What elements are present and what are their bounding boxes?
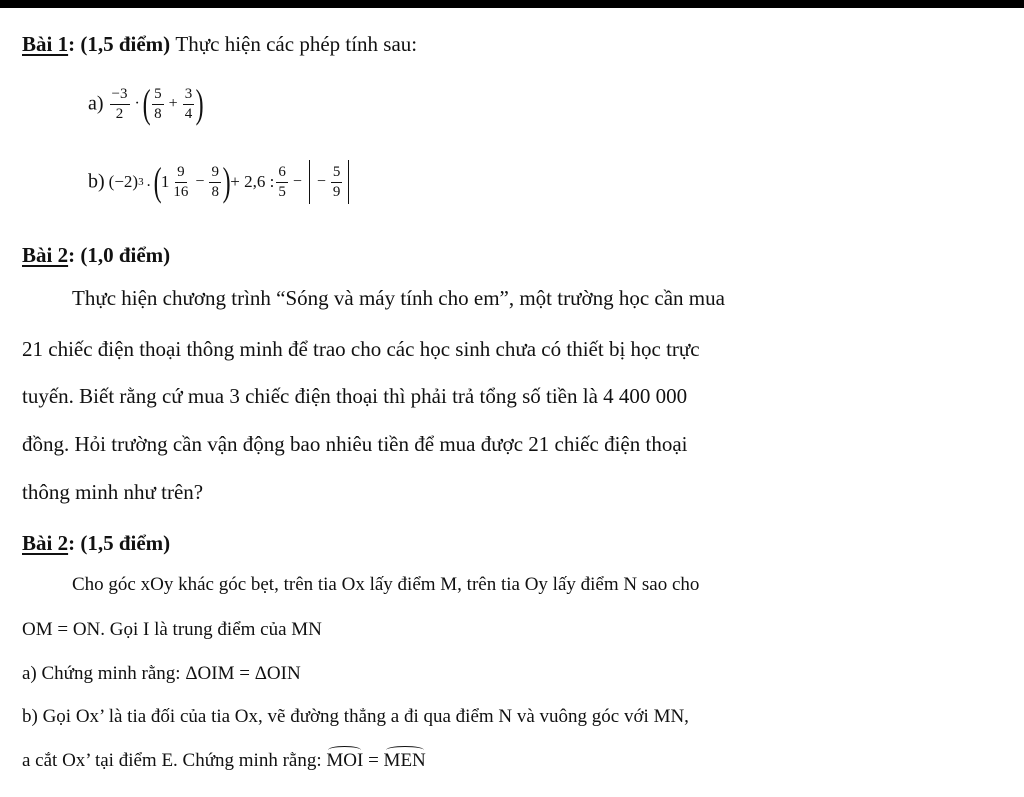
term-text: + 2,6 : (230, 172, 275, 191)
bai2-heading: Bài 2: (1,0 điểm) (22, 243, 171, 267)
angle-moi: MOI (326, 750, 364, 771)
bai3-line-4: b) Gọi Ox’ là tia đối của tia Ox, vẽ đường thẳng a đi qua điểm N và vuông góc với MN, (22, 706, 689, 727)
bai2-line-1: Thực hiện chương trình “Sóng và máy tính cho em”, một trường học cần mua (72, 286, 725, 310)
fraction: $\frac{9}{16}$ (173, 163, 189, 200)
bai2-line-2: 21 chiếc điện thoại thông minh để trao cho các học sinh chưa có thiết bị học trực (22, 337, 700, 361)
bai3-line-2: OM = ON. Gọi I là trung điểm của MN (22, 619, 322, 640)
equals-sign: = (368, 750, 379, 771)
top-border (0, 0, 1024, 8)
fraction: $\frac{-3}{2}$ (111, 85, 128, 122)
bai2-title: Bài 2 (22, 243, 69, 267)
angle-men: MEN (383, 750, 426, 771)
bai3-heading: Bài 2: (1,5 điểm) (22, 531, 171, 555)
bai3-points: (1,5 điểm) (80, 531, 171, 555)
bai1-points: (1,5 điểm) (80, 32, 171, 56)
bai1-title: Bài 1 (22, 32, 69, 56)
bai3-line-1: Cho góc xOy khác góc bẹt, trên tia Ox lấy điểm M, trên tia Oy lấy điểm N sao cho (72, 574, 700, 595)
power-base: (−2) (108, 172, 139, 191)
bai2-line-5: thông minh như trên? (22, 480, 204, 504)
fraction: $\frac{5}{8}$ (154, 85, 162, 122)
bai2-points: (1,0 điểm) (80, 243, 171, 267)
bai1-instruction: Thực hiện các phép tính sau: (175, 32, 418, 56)
part-a-label: a) (88, 92, 104, 115)
fraction: $\frac{6}{5}$ (278, 163, 286, 200)
bai3-line-5 (22, 750, 426, 772)
bai1-part-b: b) (−2)3 .(1 $\frac{9}{16}$ − $\frac{9}{8}$ )+ 2,6 : $\frac{6}{5}$ − − $\frac{5}{9}$ (88, 160, 353, 204)
fraction: $\frac{5}{9}$ (332, 163, 341, 200)
bai3-line-3: a) Chứng minh rằng: ΔOIM = ΔOIN (22, 663, 301, 684)
bai3-line-5-prefix: a cắt Ox’ tại điểm E. Chứng minh rằng: (22, 750, 322, 771)
bai1-part-a: a) $\frac{-3}{2}$ ·( $\frac{5}{8}$ + $\frac{3}{4}$ ) (88, 81, 204, 126)
power-exponent: 3 (138, 176, 144, 188)
part-b-label: b) (88, 170, 105, 193)
mixed-whole: 1 (160, 172, 170, 191)
bai2-line-3: tuyến. Biết rằng cứ mua 3 chiếc điện thoại thì phải trả tổng số tiền là 4 400 000 (22, 384, 688, 408)
fraction: $\frac{3}{4}$ (184, 85, 193, 122)
bai3-title: Bài 2 (22, 531, 69, 555)
fraction: $\frac{9}{8}$ (211, 163, 219, 200)
bai1-heading: Bài 1: (1,5 điểm) Thực hiện các phép tính sau: (22, 32, 418, 56)
bai2-line-4: đồng. Hỏi trường cần vận động bao nhiêu tiền để mua được 21 chiếc điện thoại (22, 432, 688, 456)
